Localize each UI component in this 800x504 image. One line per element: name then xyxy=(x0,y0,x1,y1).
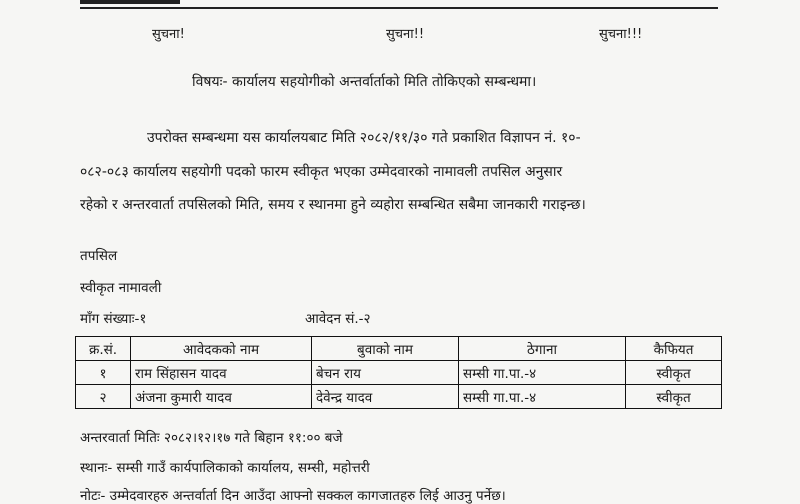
cell-father-name: देवेन्द्र यादव xyxy=(312,385,459,409)
notice-heading-1: सुचना! xyxy=(152,27,185,42)
demand-count: माँग संख्याः-१ xyxy=(80,311,147,327)
col-header-father-name: बुवाको नाम xyxy=(312,337,459,361)
note-line: नोटः- उम्मेदवारहरु अन्तर्वार्ता दिन आउँदा आफ्नो सक्कल कागजातहरु लिई आउनु पर्नेछ। xyxy=(80,488,506,504)
cell-serial: १ xyxy=(76,361,131,385)
body-line-3: रहेको र अन्तरवार्ता तपसिलको मिति, समय र स्थानमा हुने व्यहोरा सम्बन्धित सबैमा जानकारी गराइन्छ। xyxy=(80,197,586,213)
approved-list-title: स्वीकृत नामावली xyxy=(80,280,162,296)
tapasil-label: तपसिल xyxy=(80,248,118,264)
approved-candidates-table xyxy=(75,336,722,409)
cell-remarks: स्वीकृत xyxy=(626,385,722,409)
interview-date: अन्तरवार्ता मितिः २०८२।१२।१७ गते बिहान ११:०० बजे xyxy=(80,430,343,446)
cell-address: सम्सी गा.पा.-४ xyxy=(459,385,626,409)
cell-applicant-name: अंजना कुमारी यादव xyxy=(131,385,312,409)
col-header-serial: क्र.सं. xyxy=(76,337,131,361)
notice-heading-3: सुचना!!! xyxy=(599,27,643,42)
body-line-1: उपरोक्त सम्बन्धमा यस कार्यालयबाट मिति २०८२/११/३० गते प्रकाशित विज्ञापन नं. १०- xyxy=(147,130,581,146)
notice-heading-2: सुचना!! xyxy=(386,27,425,42)
cell-remarks: स्वीकृत xyxy=(626,361,722,385)
table-header-row xyxy=(76,337,722,361)
table-row xyxy=(76,361,722,385)
cell-serial: २ xyxy=(76,385,131,409)
cell-applicant-name: राम सिंहासन यादव xyxy=(131,361,312,385)
top-border-mark xyxy=(80,0,180,4)
col-header-remarks: कैफियत xyxy=(626,337,722,361)
application-count: आवेदन सं.-२ xyxy=(305,311,371,327)
body-line-2: ०८२-०८३ कार्यालय सहयोगी पदको फारम स्वीकृत भएका उम्मेदवारको नामावली तपसिल अनुसार xyxy=(80,164,563,180)
table-row xyxy=(76,385,722,409)
interview-venue: स्थानः- सम्सी गाउँ कार्यपालिकाको कार्यालय, सम्सी, महोत्तरी xyxy=(80,460,370,476)
top-divider xyxy=(80,7,718,9)
subject-line: विषयः- कार्यालय सहयोगीको अन्तर्वार्ताको मिति तोकिएको सम्बन्धमा। xyxy=(192,74,537,90)
col-header-address: ठेगाना xyxy=(459,337,626,361)
col-header-applicant-name: आवेदकको नाम xyxy=(131,337,312,361)
cell-father-name: बेचन राय xyxy=(312,361,459,385)
cell-address: सम्सी गा.पा.-४ xyxy=(459,361,626,385)
